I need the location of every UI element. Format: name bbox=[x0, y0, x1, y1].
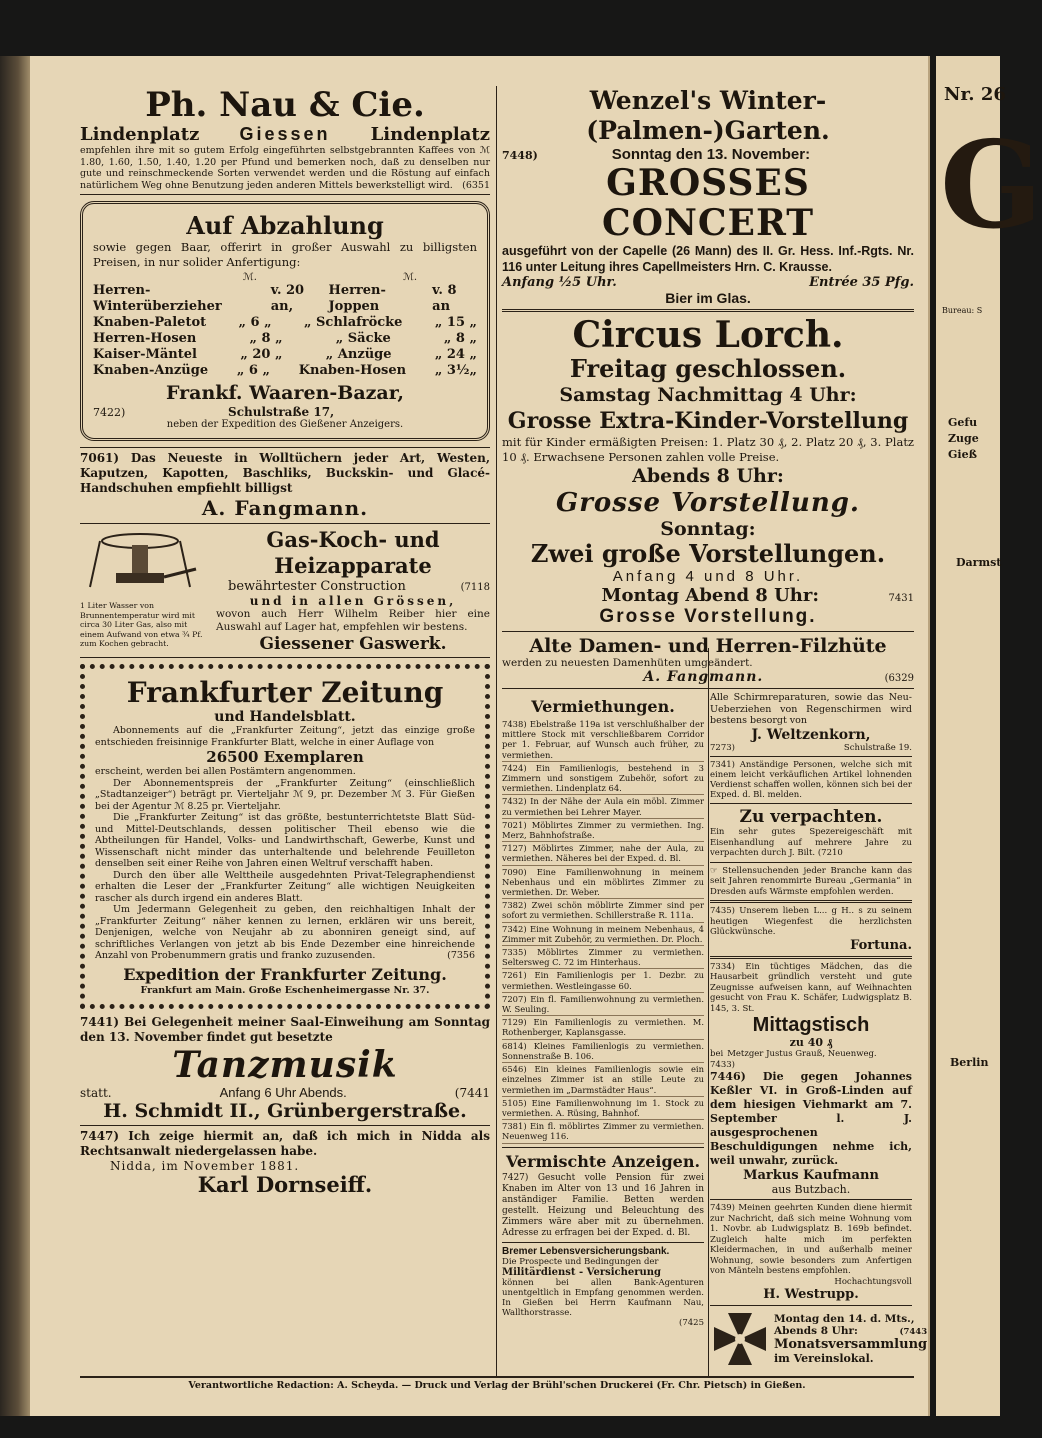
verm-item: 7207) Ein fl. Familienwohnung zu vermiethen. W. Seuling. bbox=[502, 993, 704, 1016]
maedchen-text: 7334) Ein tüchtiges Mädchen, das die Hausarbeit gründlich versteht und gute Zeugnisse aufweisen kann, auf Weihnachten gesucht von Frau K. Schäfer, Ludwigsplatz B. 145, 3. St. bbox=[710, 961, 912, 1014]
divider bbox=[710, 1305, 912, 1306]
schirm-ref: 7273) bbox=[710, 742, 735, 753]
subcolumn-right bbox=[710, 692, 928, 1369]
bremer-lead: Die Prospecte und Bedingungen der bbox=[502, 1256, 659, 1267]
verm-item: 7021) Möblirtes Zimmer zu vermiethen. Ing. Merz, Bahnhofstraße. bbox=[502, 819, 704, 842]
filz-name-row bbox=[502, 669, 914, 685]
filz-ad bbox=[502, 635, 914, 685]
filz-text: werden zu neuesten Damenhüten umgeändert. bbox=[502, 657, 753, 669]
abzahlung-street: Schulstraße 17, bbox=[228, 405, 335, 419]
divider bbox=[80, 1125, 490, 1126]
kessler-place: aus Butzbach. bbox=[771, 1183, 851, 1196]
facing-page-frag4: Darmst bbox=[956, 556, 1002, 569]
nau-body bbox=[80, 145, 490, 191]
gas-text-block bbox=[216, 527, 490, 654]
verm-item: 7090) Eine Familienwohnung in meinem Nebenhaus und ein möblirtes Zimmer zu vermiethen. Dr. Weber. bbox=[502, 866, 704, 900]
dornseiff-date: Nidda, im November 1881. bbox=[110, 1158, 300, 1173]
verm-list bbox=[502, 718, 704, 1144]
gas-caption: 1 Liter Wasser von Brunnentemperatur wird mit circa 30 Liter Gas, also mit einem Aufwand von etwa ¾ Pf. zum Kochen gebracht. bbox=[80, 601, 203, 648]
divider bbox=[80, 523, 490, 524]
circus-sun: Sonntag: bbox=[660, 518, 756, 540]
wenzel-title: Wenzel's Winter-(Palmen-)Garten. bbox=[586, 86, 830, 145]
circus-times: Anfang 4 und 8 Uhr. bbox=[612, 568, 804, 585]
fz-expedition: Expedition der Frankfurter Zeitung. bbox=[123, 964, 447, 984]
verm-item: 7335) Möblirtes Zimmer zu vermiethen. Seltersweg C. 72 im Hinterhaus. bbox=[502, 946, 704, 969]
wenzel-ref: 7448) bbox=[502, 149, 538, 162]
abzahlung-currency-row bbox=[93, 272, 477, 283]
westrupp-text: 7439) Meinen geehrten Kunden diene hiermit zur Nachricht, daß sich meine Wohnung vom 1. Novbr. ab Ludwigsplatz B. 169b befindet. Zugleich halte mich im perfekten Kleidermachen, in und außerhalb meiner Wohnung, sowie besonders zum Anfertigen von Mänteln bestens empfohlen. bbox=[710, 1203, 912, 1276]
price-cell-bv: „ 15 „ bbox=[434, 315, 477, 330]
filz-name: A. Fangmann. bbox=[643, 669, 764, 685]
verm-item: 7261) Ein Familienlogis per 1. Dezbr. zu vermiethen. Westleingasse 60. bbox=[502, 969, 704, 992]
bremer-ref: (7425 bbox=[679, 1318, 704, 1329]
verm-item: 6814) Kleines Familienlogis zu vermiethen. Sonnenstraße B. 106. bbox=[502, 1040, 704, 1063]
nau-body-text: empfehlen ihre mit so gutem Erfolg eingeführten selbstgebrannten Kaffees von ℳ 1.80, 1.60, 1.50, 1.40, 1.20 per Pfund und bemerken noch, daß zu denselben nur gute und reinschmeckende Sorten verwendet werden und die Röstung auf einfach natürlichem Weg ohne Benutzung jeden anderen Mittels bewerkstelligt wird. bbox=[80, 145, 490, 191]
circus-mon-row bbox=[502, 585, 914, 606]
circus-ref: 7431 bbox=[888, 593, 914, 604]
verm-item: 7424) Ein Familienlogis, bestehend in 3 Zimmern und sonstigem Zubehör, sofort zu vermiethen. Lindenplatz 64. bbox=[502, 762, 704, 796]
facing-page-frag2: Zuge bbox=[948, 432, 979, 445]
price-cell-bv: „ 24 „ bbox=[434, 347, 477, 362]
verpachten-text bbox=[710, 827, 912, 859]
fz-address: Frankfurt am Main. Große Eschenheimergasse Nr. 37. bbox=[140, 984, 430, 996]
wenzel-beer: Bier im Glas. bbox=[665, 290, 751, 306]
divider bbox=[710, 956, 912, 959]
price-cell-a: Knaben-Paletot bbox=[93, 315, 207, 330]
schmidt-title: Tanzmusik bbox=[172, 1043, 398, 1086]
right-subcolumns bbox=[502, 692, 928, 1369]
dornseiff-text: 7447) Ich zeige hiermit an, daß ich mich in Nidda als Rechtsanwalt niedergelassen habe. bbox=[80, 1128, 490, 1158]
wenzel-date: Sonntag den 13. November: bbox=[611, 146, 811, 163]
mittag-row bbox=[710, 1049, 912, 1060]
filz-title: Alte Damen- und Herren-Filzhüte bbox=[529, 635, 887, 657]
footer-text: Verantwortliche Redaction: A. Scheyda. — Druck und Verlag der Brühl'schen Druckerei (Fr. Chr. Pietsch) in Gießen. bbox=[188, 1380, 806, 1391]
divider bbox=[502, 1147, 704, 1148]
nau-right: Lindenplatz bbox=[370, 124, 490, 145]
price-cell-a: Herren-Hosen bbox=[93, 331, 197, 346]
filz-ref: (6329 bbox=[884, 673, 914, 684]
price-row bbox=[93, 347, 477, 363]
schmidt-name: H. Schmidt II., Grünbergerstraße. bbox=[103, 1099, 467, 1122]
circus-sat: Samstag Nachmittag 4 Uhr: bbox=[559, 384, 857, 406]
fz-count: 26500 Exemplaren bbox=[206, 748, 364, 766]
schmidt-time-row bbox=[80, 1085, 490, 1100]
verein-line4: im Vereinslokal. bbox=[774, 1352, 874, 1366]
abzahlung-street-row bbox=[93, 405, 477, 419]
gas-line1: bewährtester Construction bbox=[228, 579, 406, 594]
price-cell-b: Knaben-Hosen bbox=[298, 363, 407, 378]
fz-p6 bbox=[95, 904, 475, 962]
price-row bbox=[93, 283, 477, 315]
wenzel-concert: GROSSES CONCERT bbox=[601, 162, 815, 244]
abzahlung-note: neben der Expedition des Gießener Anzeigers. bbox=[166, 419, 404, 430]
circus-two: Zwei große Vorstellungen. bbox=[530, 539, 886, 568]
price-row bbox=[93, 331, 477, 347]
glueck-text: 7435) Unserem lieben L... g H.. s zu seinem heutigen Wiegenfest die herzlichsten Glückwünsche. bbox=[710, 906, 912, 937]
schmidt-time: Anfang 6 Uhr Abends. bbox=[219, 1084, 347, 1100]
abzahlung-intro: sowie gegen Baar, offerirt in großer Auswahl zu billigsten Preisen, in nur solider Anfertigung: bbox=[93, 240, 477, 269]
fz-ref: (7356 bbox=[447, 950, 475, 961]
gas-burner-icon bbox=[80, 527, 200, 597]
verm-item: 7129) Ein Familienlogis zu vermiethen. M. Rothenberger, Kaplansgasse. bbox=[502, 1016, 704, 1039]
fz-p3: Der Abonnementspreis der „Frankfurter Zeitung“ (einschließlich „Stadtanzeiger“) beträgt pr. Vierteljahr ℳ 9, pr. Dezember ℳ 3. Für Gießen bei der Agentur ℳ 8.25 pr. Vierteljahr. bbox=[95, 777, 475, 812]
vermischte-pension: 7427) Gesucht volle Pension für zwei Knaben im Alter von 13 und 16 Jahren in anständiger Familie. Betten werden gestellt. Heizung und Beleuchtung des Zimmers wäre aber mit zu übernehmen. Adresse zu erfragen bei der Exped. d. Bl. bbox=[502, 1172, 704, 1238]
price-cell-a: Kaiser-Mäntel bbox=[93, 347, 197, 362]
divider bbox=[710, 756, 912, 757]
facing-page-bureau: Bureau: S bbox=[942, 306, 983, 315]
verm-item: 6546) Ein kleines Familienlogis sowie ein einzelnes Zimmer ist an stille Leute zu vermiethen im „Darmstädter Haus“. bbox=[502, 1063, 704, 1097]
abzahlung-firm: Frankf. Waaren-Bazar, bbox=[165, 382, 404, 404]
nau-address-line bbox=[80, 124, 490, 145]
pointing-hand-icon: ☞ bbox=[710, 865, 718, 876]
fangmann-wool-name: A. Fangmann. bbox=[201, 496, 369, 520]
fz-p4: Die „Frankfurter Zeitung“ ist das größte, bestunterrichtetste Blatt Süd- und Mittel-Deutschlands, dessen politischer Theil ebenso wie die Abtheilungen für Handel, Volks- und Landwirthschaft, Gewerbe, Kunst und Wissenschaft nicht minder das unterhaltende und belehrende Feuilleton denselben seit einer Reihe von Jahren einen Weltruf verschafft haben. bbox=[95, 812, 475, 869]
gas-line1-row bbox=[216, 579, 490, 594]
gas-line2: und in allen Grössen, bbox=[249, 594, 457, 608]
price-cell-bv: „ 3½„ bbox=[434, 363, 477, 378]
price-cell-a: Herren-Winterüberzieher bbox=[93, 283, 222, 314]
verein-line3: Monatsversammlung bbox=[774, 1337, 928, 1353]
schirm-row bbox=[710, 743, 912, 754]
abzahlung-ref: 7422) bbox=[93, 406, 126, 419]
nau-ad bbox=[80, 86, 490, 191]
personen-text: 7341) Anständige Personen, welche sich mit einem leicht verkäuflichen Artikel lohnenden Verdienst schaffen wollen, können sich bei der Exped. d. Bl. melden. bbox=[710, 760, 912, 800]
fz-sub: und Handelsblatt. bbox=[214, 709, 356, 725]
mittag-who: Metzger Justus Grauß, Neuenweg. bbox=[727, 1049, 877, 1059]
price-cell-bv: „ 8 „ bbox=[443, 331, 477, 346]
price-cell-b: Herren-Joppen bbox=[328, 283, 386, 314]
currency-label-2: ℳ. bbox=[403, 272, 417, 283]
fz-title: Frankfurter Zeitung bbox=[126, 676, 444, 709]
gas-ad bbox=[80, 527, 490, 654]
verpachten-title: Zu verpachten. bbox=[739, 807, 883, 827]
verpachten-body: Ein sehr gutes Spezereigeschäft mit Eisenhandlung auf mehrere Jahre zu verpachten durch J. Bilt. bbox=[710, 827, 912, 858]
currency-label-1: ℳ. bbox=[243, 272, 257, 283]
fz-p6-text: Um Jedermann Gelegenheit zu geben, den reichhaltigen Inhalt der „Frankfurter Zeitung“ näher kennen zu lernen, erklären wir uns bereit, Denjenigen, welche von Neujahr ab zu abonniren geneigt sind, auf schriftliches Verlangen von jetzt ab bis Ende Dezember eine hinreichende Anzahl von Probenummern gratis und franko zuzusenden. bbox=[95, 904, 475, 961]
schmidt-line: 7441) Bei Gelegenheit meiner Saal-Einweihung am Sonntag den 13. November findet gut besetzte bbox=[80, 1014, 490, 1044]
gas-illustration bbox=[80, 527, 210, 654]
subcolumn-left bbox=[502, 692, 704, 1369]
mittag-ref: 7433) bbox=[710, 1059, 735, 1070]
circus-ad bbox=[502, 315, 914, 628]
verein-line1: Montag den 14. d. Mts., bbox=[774, 1312, 915, 1325]
verm-title: Vermiethungen. bbox=[531, 697, 675, 716]
price-cell-av: „ 6 „ bbox=[238, 315, 272, 330]
verein-text bbox=[774, 1313, 927, 1366]
divider bbox=[80, 657, 490, 658]
kessler-name: Markus Kaufmann bbox=[743, 1168, 879, 1183]
divider bbox=[80, 194, 490, 195]
divider bbox=[710, 803, 912, 804]
germania-ad bbox=[710, 866, 912, 898]
wenzel-entree: Entrée 35 Pfg. bbox=[809, 275, 914, 290]
nau-left: Lindenplatz bbox=[80, 124, 200, 145]
schmidt-ad bbox=[80, 1015, 490, 1122]
kessler-text: 7446) Die gegen Johannes Keßler VI. in Groß-Linden auf dem hiesigen Viehmarkt am 7. September l. J. ausgesprochenen Beschuldigungen nehme ich, weil unwahr, zurück. bbox=[710, 1070, 912, 1167]
price-cell-av: „ 20 „ bbox=[240, 347, 283, 362]
iron-cross-icon bbox=[710, 1309, 770, 1369]
circus-mon: Montag Abend 8 Uhr: bbox=[601, 585, 820, 606]
price-cell-b: „ Säcke bbox=[335, 331, 391, 346]
divider bbox=[710, 1199, 912, 1200]
facing-page-masthead: G bbox=[940, 115, 1042, 256]
footer-rule bbox=[80, 1376, 914, 1378]
circus-eve: Abends 8 Uhr: bbox=[632, 465, 784, 487]
verm-item: 7438) Ebelstraße 119a ist verschlußhalber der mittlere Stock mit verschließbarem Corridor per 1. Februar, auf Wunsch auch früher, zu vermiethen. bbox=[502, 718, 704, 762]
verm-item: 7127) Möblirtes Zimmer, nahe der Aula, zu vermiethen. Näheres bei der Exped. d. Bl. bbox=[502, 842, 704, 865]
bremer-sub: Militärdienst - Versicherung bbox=[502, 1267, 662, 1279]
verm-item: 7342) Eine Wohnung in meinem Nebenhaus, 4 Zimmer mit Zubehör, zu vermiethen. Dr. Ploch. bbox=[502, 923, 704, 946]
abzahlung-ad bbox=[80, 201, 490, 441]
divider bbox=[80, 447, 490, 448]
fz-p5: Durch den über alle Welttheile ausgedehnten Privat-Telegraphendienst erhalten die Leser der „Frankfurter Zeitung“ alle wichtigen Neuigkeiten rascher als durch irgend ein anderes Blatt. bbox=[95, 869, 475, 904]
nau-ref: (6351 bbox=[462, 179, 490, 191]
divider bbox=[502, 309, 914, 312]
westrupp-sign: Hochachtungsvoll bbox=[834, 1276, 912, 1287]
fangmann-wool-ad bbox=[80, 451, 490, 520]
price-cell-av: „ 8 „ bbox=[249, 331, 283, 346]
verpachten-ref: (7210 bbox=[817, 848, 843, 858]
bremer-body: können bei allen Bank-Agenturen unentgeltlich in Empfang genommen werden. In Gießen bei Herrn Kaufmann Nau, Wallthorstrasse. bbox=[502, 1278, 704, 1319]
circus-prices: mit für Kinder ermäßigten Preisen: 1. Platz 30 ₰, 2. Platz 20 ₰, 3. Platz 10 ₰. Erwachsene Personen zahlen volle Preise. bbox=[502, 435, 914, 464]
circus-fri: Freitag geschlossen. bbox=[569, 354, 847, 383]
price-row bbox=[93, 315, 477, 331]
price-cell-b: „ Anzüge bbox=[325, 347, 392, 362]
circus-title: Circus Lorch. bbox=[572, 314, 844, 356]
right-column bbox=[502, 86, 928, 1369]
price-cell-a: Knaben-Anzüge bbox=[93, 363, 209, 378]
mittag-bei: bei bbox=[710, 1049, 724, 1059]
schmidt-statt: statt. bbox=[80, 1085, 112, 1100]
price-cell-b: „ Schlafröcke bbox=[304, 315, 403, 330]
germania-text: Stellensuchenden jeder Branche kann das seit Jahren renommirte Bureau „Germania“ in Dresden aufs Wärmste empfohlen werden. bbox=[710, 865, 912, 897]
divider bbox=[502, 688, 914, 689]
book-gutter bbox=[0, 56, 30, 1416]
schirm-name: J. Weltzenkorn, bbox=[751, 726, 871, 743]
circus-gv2: Grosse Vorstellung. bbox=[599, 606, 817, 627]
verm-item: 5105) Eine Familienwohnung im 1. Stock zu vermiethen. A. Rüsing, Bahnhof. bbox=[502, 1097, 704, 1120]
price-cell-av: v. 20 an, bbox=[270, 283, 305, 314]
wenzel-start-row bbox=[502, 275, 914, 290]
facing-page-frag5: Berlin bbox=[950, 1056, 989, 1069]
fangmann-wool-text: 7061) Das Neueste in Wolltüchern jeder Art, Westen, Kaputzen, Kapotten, Baschliks, Buckskin- und Glacé-Handschuhen empfiehlt billigst bbox=[80, 451, 490, 495]
left-column bbox=[80, 86, 490, 1197]
facing-page bbox=[936, 56, 1042, 1416]
mittag-price: zu 40 ₰ bbox=[789, 1036, 833, 1049]
gas-ref: (7118 bbox=[460, 582, 490, 593]
divider bbox=[502, 1242, 704, 1243]
circus-gv: Grosse Vorstellung. bbox=[556, 488, 860, 518]
divider bbox=[710, 862, 912, 863]
verm-item: 7432) In der Nähe der Aula ein möbl. Zimmer zu vermiethen bei Lehrer Mayer. bbox=[502, 795, 704, 818]
column-divider bbox=[496, 86, 497, 1376]
verein-line2-row bbox=[774, 1325, 927, 1338]
frankfurter-zeitung-ad bbox=[80, 664, 490, 1009]
nau-title: Ph. Nau & Cie. bbox=[145, 85, 425, 125]
verein-line2: Abends 8 Uhr: bbox=[774, 1324, 858, 1337]
fz-p1: Abonnements auf die „Frankfurter Zeitung“, jetzt das einzige große entschieden freisinnige Frankfurter Blatt, welche in einer Auflage von bbox=[95, 725, 475, 748]
dornseiff-name: Karl Dornseiff. bbox=[197, 1171, 373, 1197]
wenzel-start: Anfang ½5 Uhr. bbox=[502, 275, 617, 290]
divider bbox=[502, 631, 914, 632]
abzahlung-price-list bbox=[93, 283, 477, 379]
price-row bbox=[93, 363, 477, 379]
schirm-text: Alle Schirmreparaturen, sowie das Neu-Ueberziehen von Regenschirmen wird bestens besorgt von bbox=[710, 692, 912, 726]
gas-firm: Giessener Gaswerk. bbox=[259, 634, 447, 654]
price-cell-av: „ 6 „ bbox=[236, 363, 270, 378]
gas-line3: wovon auch Herr Wilhelm Reiber hier eine Auswahl auf Lager hat, empfehlen wir bestens. bbox=[216, 608, 490, 633]
gas-title: Gas-Koch- und Heizapparate bbox=[266, 527, 440, 578]
verm-item: 7382) Zwei schön möblirte Zimmer sind per sofort zu vermiethen. Schillerstraße R. 111a. bbox=[502, 899, 704, 922]
verm-item: 7381) Ein fl. möblirtes Zimmer zu vermiethen. Neuenweg 116. bbox=[502, 1120, 704, 1143]
wenzel-date-row bbox=[502, 146, 914, 163]
divider bbox=[710, 900, 912, 903]
fz-p2: erscheint, werden bei allen Postämtern angenommen. bbox=[95, 766, 356, 777]
wenzel-by: ausgeführt von der Capelle (26 Mann) des II. Gr. Hess. Inf.-Rgts. Nr. 116 unter Leitung ihres Capellmeisters Hrn. C. Krausse. bbox=[502, 244, 914, 274]
westrupp-name: H. Westrupp. bbox=[763, 1287, 859, 1302]
nau-city: Giessen bbox=[239, 124, 331, 144]
circus-kids: Grosse Extra-Kinder-Vorstellung bbox=[507, 408, 909, 434]
vermischte-title: Vermischte Anzeigen. bbox=[505, 1151, 701, 1171]
facing-page-frag1: Gefu bbox=[948, 416, 978, 429]
abzahlung-title: Auf Abzahlung bbox=[186, 211, 384, 240]
dornseiff-ad bbox=[80, 1129, 490, 1197]
verein-ad bbox=[710, 1309, 928, 1369]
verein-ref: (7443 bbox=[899, 1326, 928, 1337]
schirm-addr: Schulstraße 19. bbox=[843, 742, 912, 753]
wenzel-ad bbox=[502, 86, 914, 306]
facing-page-frag3: Gieß bbox=[948, 448, 977, 461]
price-cell-bv: v. 8 an bbox=[432, 283, 457, 314]
bremer-title: Bremer Lebensversicherungsbank. bbox=[502, 1245, 670, 1257]
glueck-name: Fortuna. bbox=[850, 937, 912, 953]
facing-page-header: Nr. 26 bbox=[944, 84, 1006, 105]
schmidt-ref: (7441 bbox=[454, 1085, 490, 1100]
mittag-title: Mittagstisch bbox=[752, 1014, 870, 1036]
